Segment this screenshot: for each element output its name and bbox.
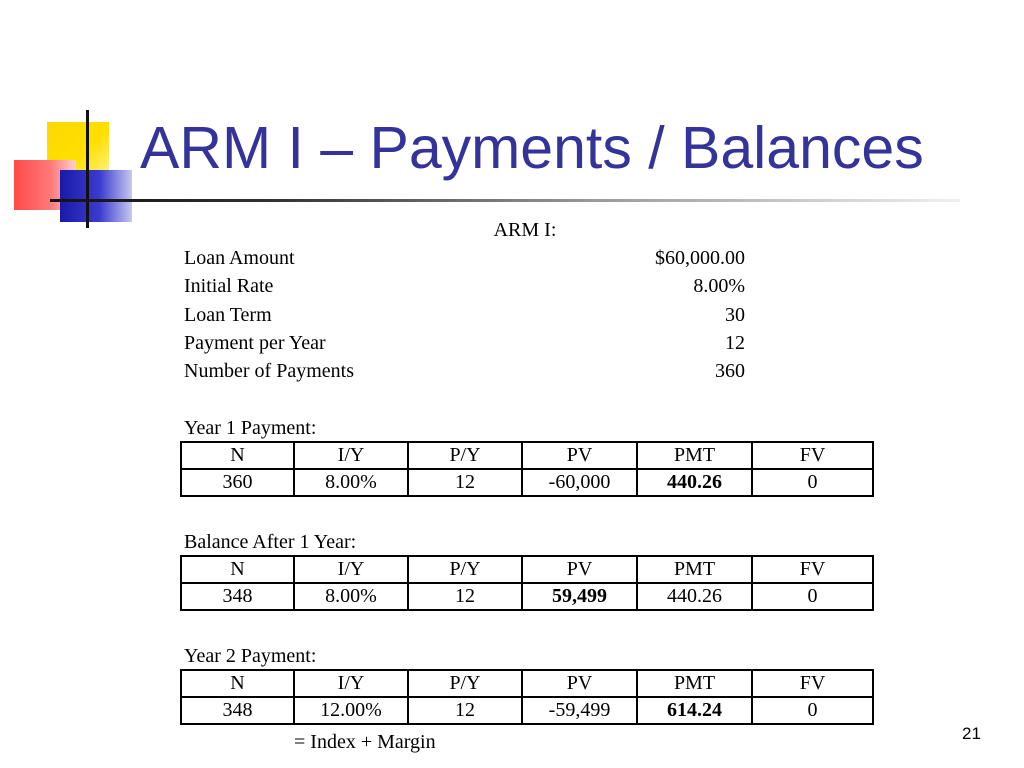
table-cell: 440.26 xyxy=(637,583,752,610)
table-cell-highlight: 440.26 xyxy=(637,469,752,496)
col-header: PV xyxy=(522,670,637,697)
col-header: FV xyxy=(752,442,873,469)
tvm-table-balance xyxy=(180,555,874,611)
decor-vertical-line xyxy=(86,110,89,228)
param-label: Initial Rate xyxy=(184,275,274,297)
table-cell: 12 xyxy=(408,697,522,724)
param-value: 360 xyxy=(715,360,745,382)
col-header: PMT xyxy=(637,442,752,469)
table-row xyxy=(181,697,873,724)
arm-header: ARM I: xyxy=(493,219,557,241)
table-cell-highlight: 59,499 xyxy=(522,583,637,610)
col-header: FV xyxy=(752,670,873,697)
tvm-table-year2 xyxy=(180,669,874,725)
param-value: 12 xyxy=(725,332,745,354)
table-cell: 0 xyxy=(752,697,873,724)
param-label: Loan Amount xyxy=(184,247,295,269)
slide-number: 21 xyxy=(962,724,981,743)
rate-note: = Index + Margin xyxy=(294,731,436,753)
param-label: Payment per Year xyxy=(184,332,326,354)
param-label: Number of Payments xyxy=(184,360,354,382)
col-header: PMT xyxy=(637,556,752,583)
table-row xyxy=(181,469,873,496)
col-header: P/Y xyxy=(408,556,522,583)
section-label-balance: Balance After 1 Year: xyxy=(184,531,357,553)
table-cell: 360 xyxy=(181,469,294,496)
table-cell-highlight: 614.24 xyxy=(637,697,752,724)
table-header-row xyxy=(181,670,873,697)
col-header: PV xyxy=(522,442,637,469)
col-header: I/Y xyxy=(294,442,408,469)
col-header: PV xyxy=(522,556,637,583)
table-cell: -59,499 xyxy=(522,697,637,724)
decor-blue-square xyxy=(60,170,132,222)
col-header: P/Y xyxy=(408,442,522,469)
table-cell: -60,000 xyxy=(522,469,637,496)
col-header: N xyxy=(181,670,294,697)
tvm-table-year1 xyxy=(180,441,874,497)
param-value: $60,000.00 xyxy=(655,247,745,269)
slide-title: ARM I – Payments / Balances xyxy=(140,115,924,181)
col-header: N xyxy=(181,442,294,469)
col-header: P/Y xyxy=(408,670,522,697)
table-cell: 8.00% xyxy=(294,469,408,496)
table-cell: 0 xyxy=(752,583,873,610)
col-header: PMT xyxy=(637,670,752,697)
col-header: I/Y xyxy=(294,670,408,697)
col-header: I/Y xyxy=(294,556,408,583)
table-cell: 348 xyxy=(181,697,294,724)
table-row xyxy=(181,583,873,610)
section-label-year2: Year 2 Payment: xyxy=(184,645,317,667)
param-label: Loan Term xyxy=(184,304,272,326)
table-cell: 12 xyxy=(408,469,522,496)
section-label-year1: Year 1 Payment: xyxy=(184,417,317,439)
table-cell: 8.00% xyxy=(294,583,408,610)
table-header-row xyxy=(181,442,873,469)
param-value: 8.00% xyxy=(693,275,745,297)
table-cell: 12.00% xyxy=(294,697,408,724)
table-header-row xyxy=(181,556,873,583)
col-header: FV xyxy=(752,556,873,583)
param-value: 30 xyxy=(725,304,745,326)
table-cell: 0 xyxy=(752,469,873,496)
col-header: N xyxy=(181,556,294,583)
table-cell: 12 xyxy=(408,583,522,610)
table-cell: 348 xyxy=(181,583,294,610)
title-underline xyxy=(50,199,960,202)
